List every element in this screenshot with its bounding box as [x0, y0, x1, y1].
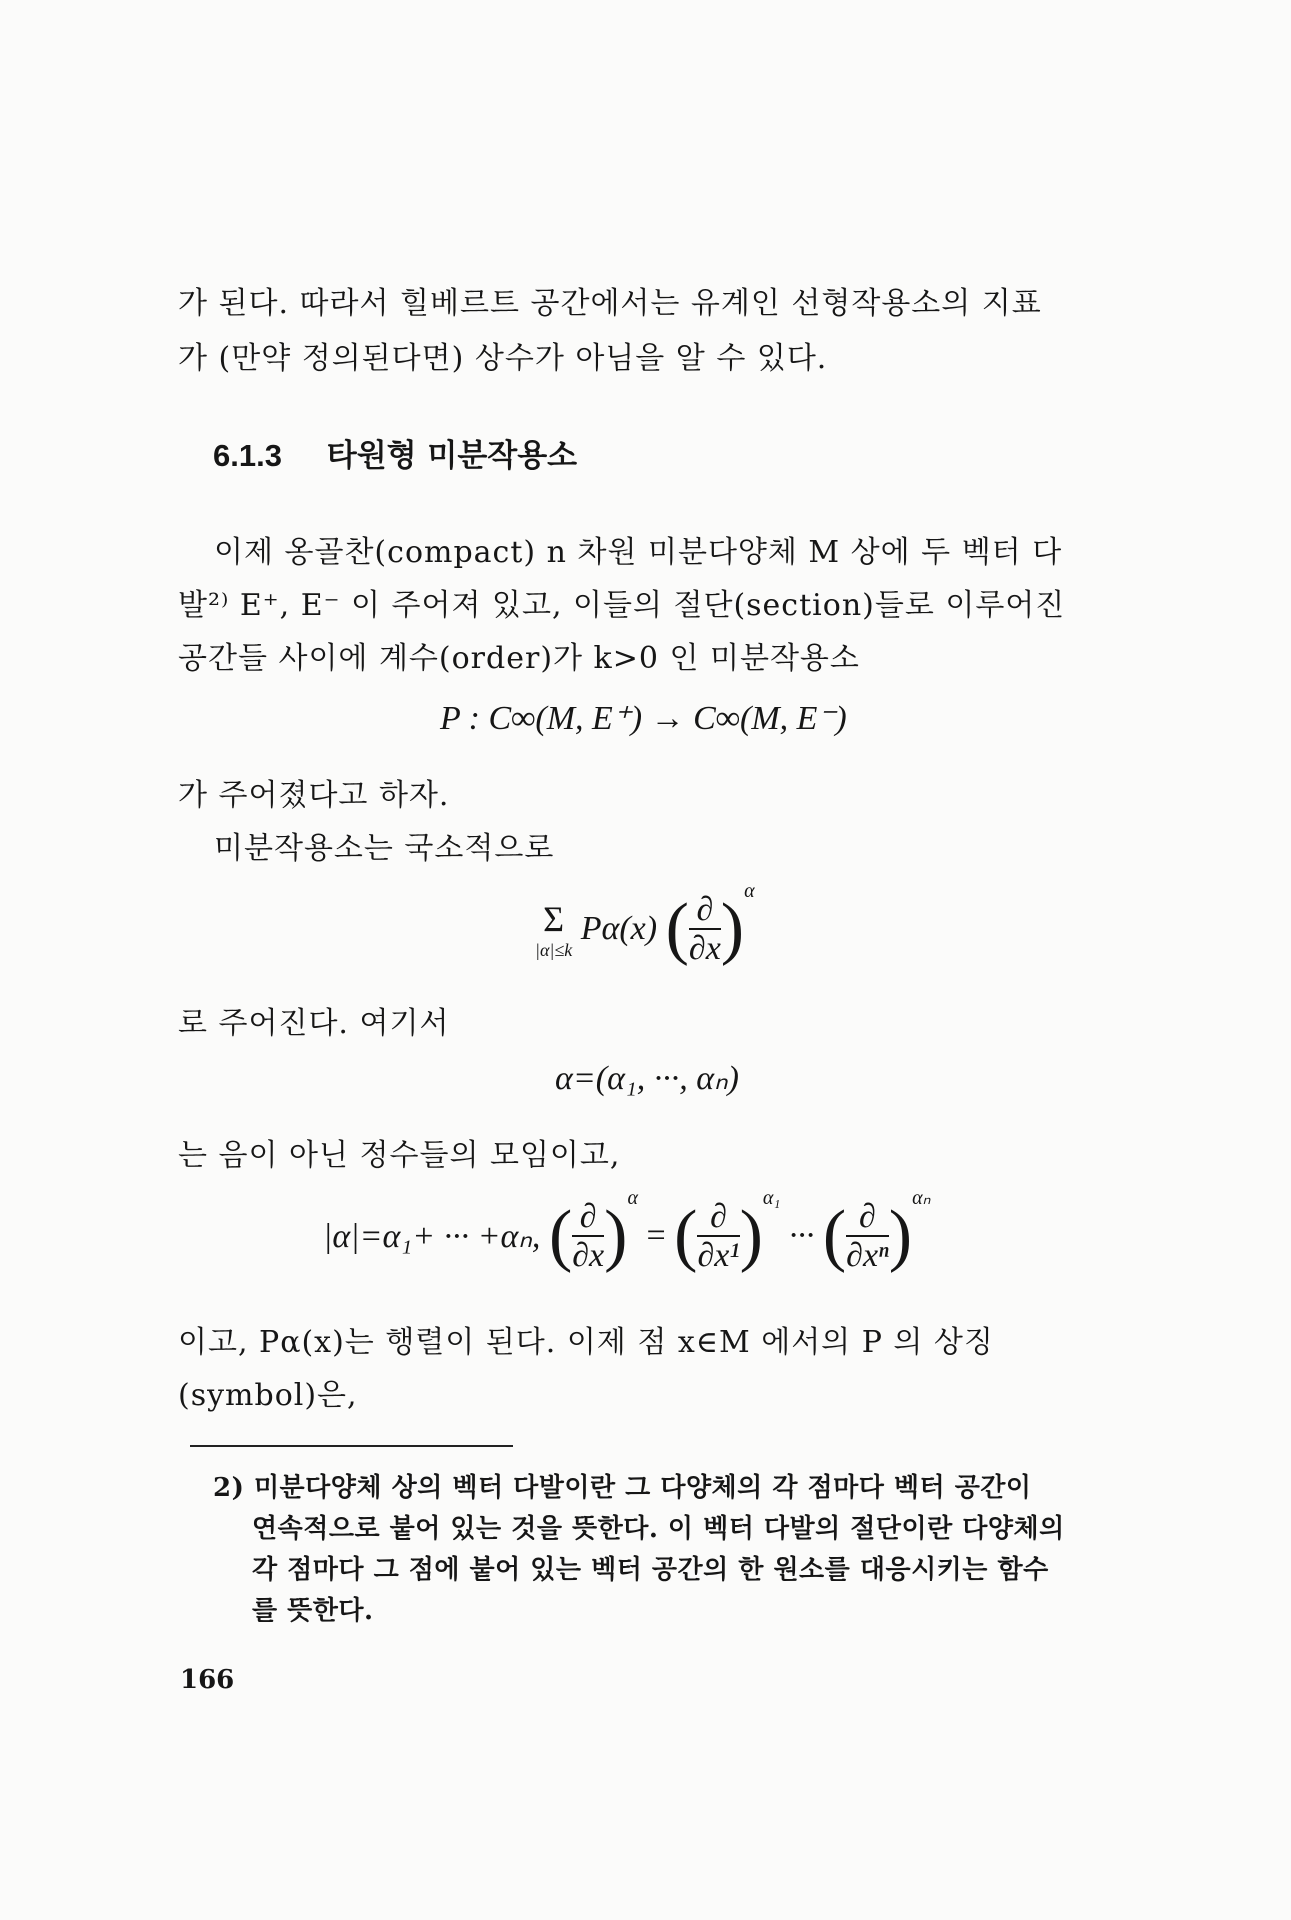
fraction-power: α — [744, 880, 755, 902]
equation-local-form: Σ |α|≤k Pα(x) ( $\frac{\partial}{\partial x}$ )$^\alpha$ — [535, 880, 755, 968]
footnote-line-4: 를 뜻한다. — [252, 1596, 374, 1626]
para5-line-1: 이고, Pα(x)는 행렬이 된다. 이제 점 x∈M 에서의 P 의 상징 — [178, 1325, 994, 1360]
footnote-divider — [190, 1445, 513, 1447]
fraction-b-denominator: ∂x¹ — [697, 1237, 740, 1275]
footnote-line-2: 연속적으로 붙어 있는 것을 뜻한다. 이 벡터 다발의 절단이란 다양체의 — [252, 1514, 1065, 1544]
fraction-b — [697, 1198, 739, 1275]
fraction-a — [572, 1198, 604, 1275]
coefficient-term: Pα(x) — [580, 910, 658, 948]
fraction-c-numerator: ∂ — [846, 1198, 889, 1237]
fraction-c — [846, 1198, 889, 1275]
section-heading — [213, 430, 577, 475]
para1-line-2: 발²⁾ E⁺, E⁻ 이 주어져 있고, 이들의 절단(section)들로 이루어진 — [178, 588, 1066, 623]
sum-symbol: Σ — [543, 898, 565, 939]
intro-line-1: 가 된다. 따라서 힐베르트 공간에서는 유계인 선형작용소의 지표 — [178, 286, 1042, 321]
intro-line-2: 가 (만약 정의된다면) 상수가 아님을 알 수 있다. — [178, 341, 828, 376]
para5-line-2: (symbol)은, — [178, 1378, 358, 1413]
para2-line-2: 미분작용소는 국소적으로 — [214, 831, 555, 866]
footnote-line-1: 2) 미분다양체 상의 벡터 다발이란 그 다양체의 각 점마다 벡터 공간이 — [213, 1473, 1032, 1503]
para1-line-3: 공간들 사이에 계수(order)가 k>0 인 미분작용소 — [178, 641, 860, 676]
para4-line: 는 음이 아닌 정수들의 모임이고, — [178, 1138, 621, 1173]
equation-order-definition: |α|=α₁+ ··· +αₙ, ( $\frac{\partial}{\partial x}$ )$^\alpha$ = ( $\frac{\partial}{\text{∂x¹}}$ )$^{\alpha_1}$ ··· ( $\frac{\partial}{\text{∂xⁿ}}$ )$^{\alpha_n}$ — [323, 1187, 931, 1275]
equation-operator: P : C∞(M, E⁺) → C∞(M, E⁻) — [440, 700, 847, 737]
equation-multi-index: α=(α₁, ···, αₙ) — [555, 1060, 739, 1097]
partial-fraction — [689, 891, 721, 968]
summation — [535, 898, 572, 961]
footnote-line-3: 각 점마다 그 점에 붙어 있는 벡터 공간의 한 원소를 대응시키는 함수 — [252, 1555, 1049, 1585]
equals-sign: = — [646, 1217, 666, 1255]
fraction-b-numerator: ∂ — [697, 1198, 739, 1237]
fraction-denominator: ∂x — [688, 930, 721, 968]
ellipsis: ··· — [788, 1217, 815, 1255]
fraction-b-power: α₁ — [762, 1187, 781, 1209]
fraction-a-numerator: ∂ — [572, 1198, 604, 1237]
para3-line: 로 주어진다. 여기서 — [178, 1006, 450, 1041]
fraction-a-power: α — [627, 1187, 638, 1209]
fraction-a-denominator: ∂x — [572, 1237, 605, 1275]
fraction-numerator: ∂ — [689, 891, 721, 930]
para1-line-1: 이제 옹골찬(compact) n 차원 미분다양체 M 상에 두 벡터 다 — [214, 535, 1063, 570]
fraction-c-power: αₙ — [912, 1187, 931, 1209]
order-lhs: |α|=α₁+ ··· +αₙ, — [323, 1218, 541, 1256]
section-title: 타원형 미분작용소 — [326, 438, 578, 474]
fraction-c-denominator: ∂xⁿ — [846, 1237, 889, 1275]
para2-line-1: 가 주어졌다고 하자. — [178, 778, 450, 813]
page-number: 166 — [180, 1665, 235, 1695]
section-number: 6.1.3 — [213, 438, 282, 473]
sum-index: |α|≤k — [535, 939, 573, 960]
